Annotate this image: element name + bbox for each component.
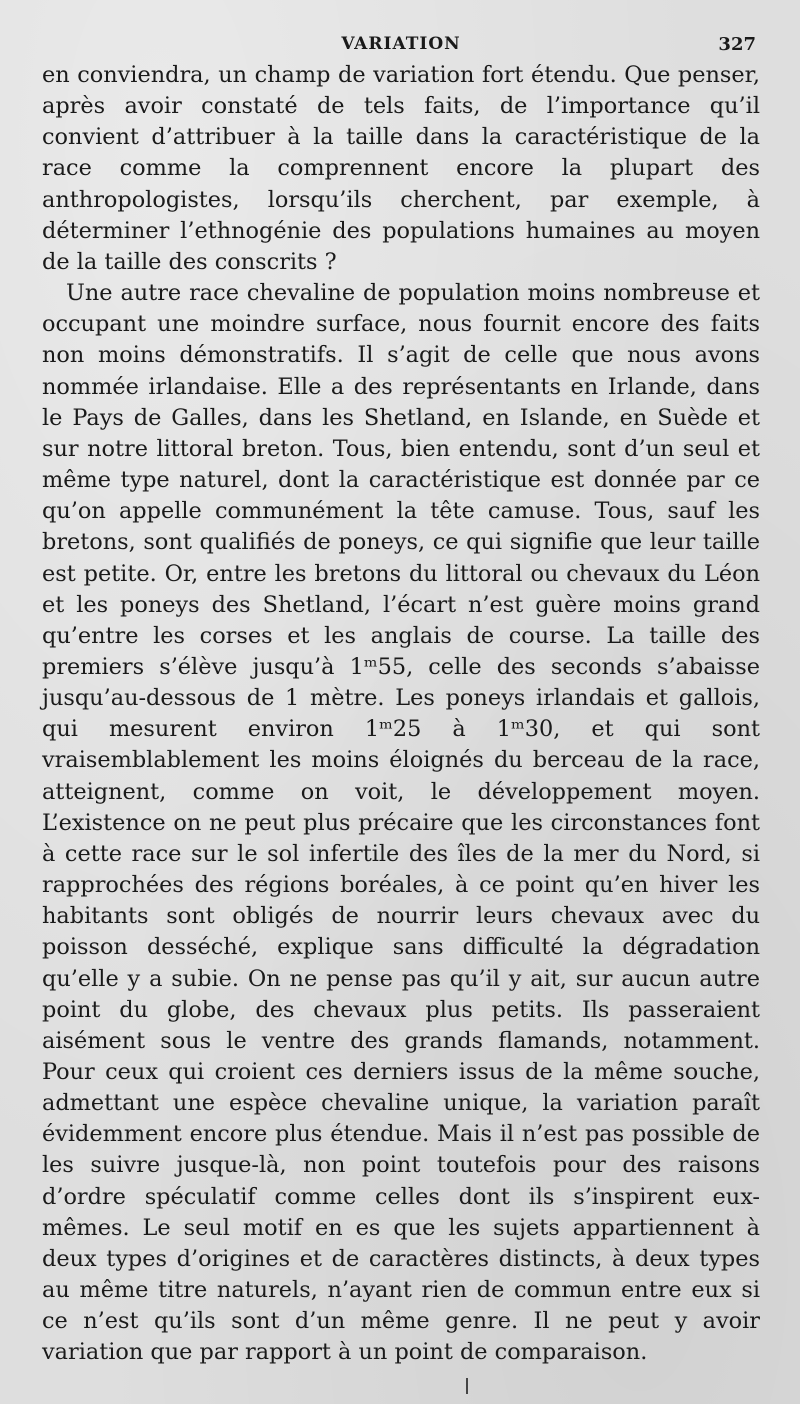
paragraph-race-irlandaise: Une autre race chevaline de population moins nombreuse et occupant une moindre surface, nous fournit encore des faits non moins démonstratifs. Il s’agit de celle que nous avons nommée irlandaise. Elle a des représentants en Irlande, dans le Pays de Galles, dans les Shetland, en Islande, en Suède et sur notre littoral breton. Tous, bien entendu, sont d’un seul et même type naturel, dont la caractéristique est donnée par ce qu’on appelle communément la tête camuse. Tous, sauf les bretons, sont qualifiés de poneys, ce qui signifie que leur taille est petite. Or, entre les bretons du littoral ou chevaux du Léon et les poneys des Shetland, l’écart n’est guère moins grand qu’entre les corses et les anglais de course. La taille des premiers s’élève jusqu’à 1ᵐ55, celle des seconds s’abaisse jusqu’au-dessous de 1 mètre. Les poneys irlandais et gallois, qui mesurent environ 1ᵐ25 à 1ᵐ30, et qui sont vraisemblablement les moins éloignés du berceau de la race, atteignent, comme on voit, le développement moyen. L’existence on ne peut plus précaire que les circonstances font à cette race sur le sol infertile des îles de la mer du Nord, si rapprochées des régions boréales, à ce point qu’en hiver les habitants sont obligés de nourrir leurs chevaux avec du poisson desséché, explique sans difficulté la dégradation qu’elle y a subie. On ne pense pas qu’il y ait, sur aucun autre point du globe, des chevaux plus petits. Ils passeraient aisément sous le ventre des grands flamands, notamment. Pour ceux qui croient ces derniers issus de la même souche, admettant une espèce chevaline unique, la variation paraît évidemment encore plus étendue. Mais il n’est pas possible de les suivre jusque-là, non point toutefois pour des raisons d’ordre spéculatif comme celles dont ils s’inspirent eux-mêmes. Le seul motif en es que les sujets appartiennent à deux types d’origines et de caractères distincts, à deux types au même titre naturels, n’ayant rien de commun entre eux si ce n’est qu’ils sont d’un même genre. Il ne peut y avoir variation que par rapport à un point de comparaison. bbox=[42, 280, 760, 1366]
printer-mark bbox=[466, 1378, 468, 1394]
body-text bbox=[42, 60, 760, 1369]
running-title: VARIATION bbox=[341, 34, 461, 54]
page-number: 327 bbox=[718, 34, 756, 55]
running-head bbox=[42, 30, 760, 60]
paragraph-continuation: en conviendra, un champ de variation fort étendu. Que penser, après avoir constaté de tels faits, de l’importance qu’il convient d’attribuer à la taille dans la caractéristique de la race comme la comprennent encore la plupart des anthropologistes, lorsqu’ils cherchent, par exemple, à déterminer l’ethnogénie des populations humaines au moyen de la taille des conscrits ? bbox=[42, 62, 760, 275]
